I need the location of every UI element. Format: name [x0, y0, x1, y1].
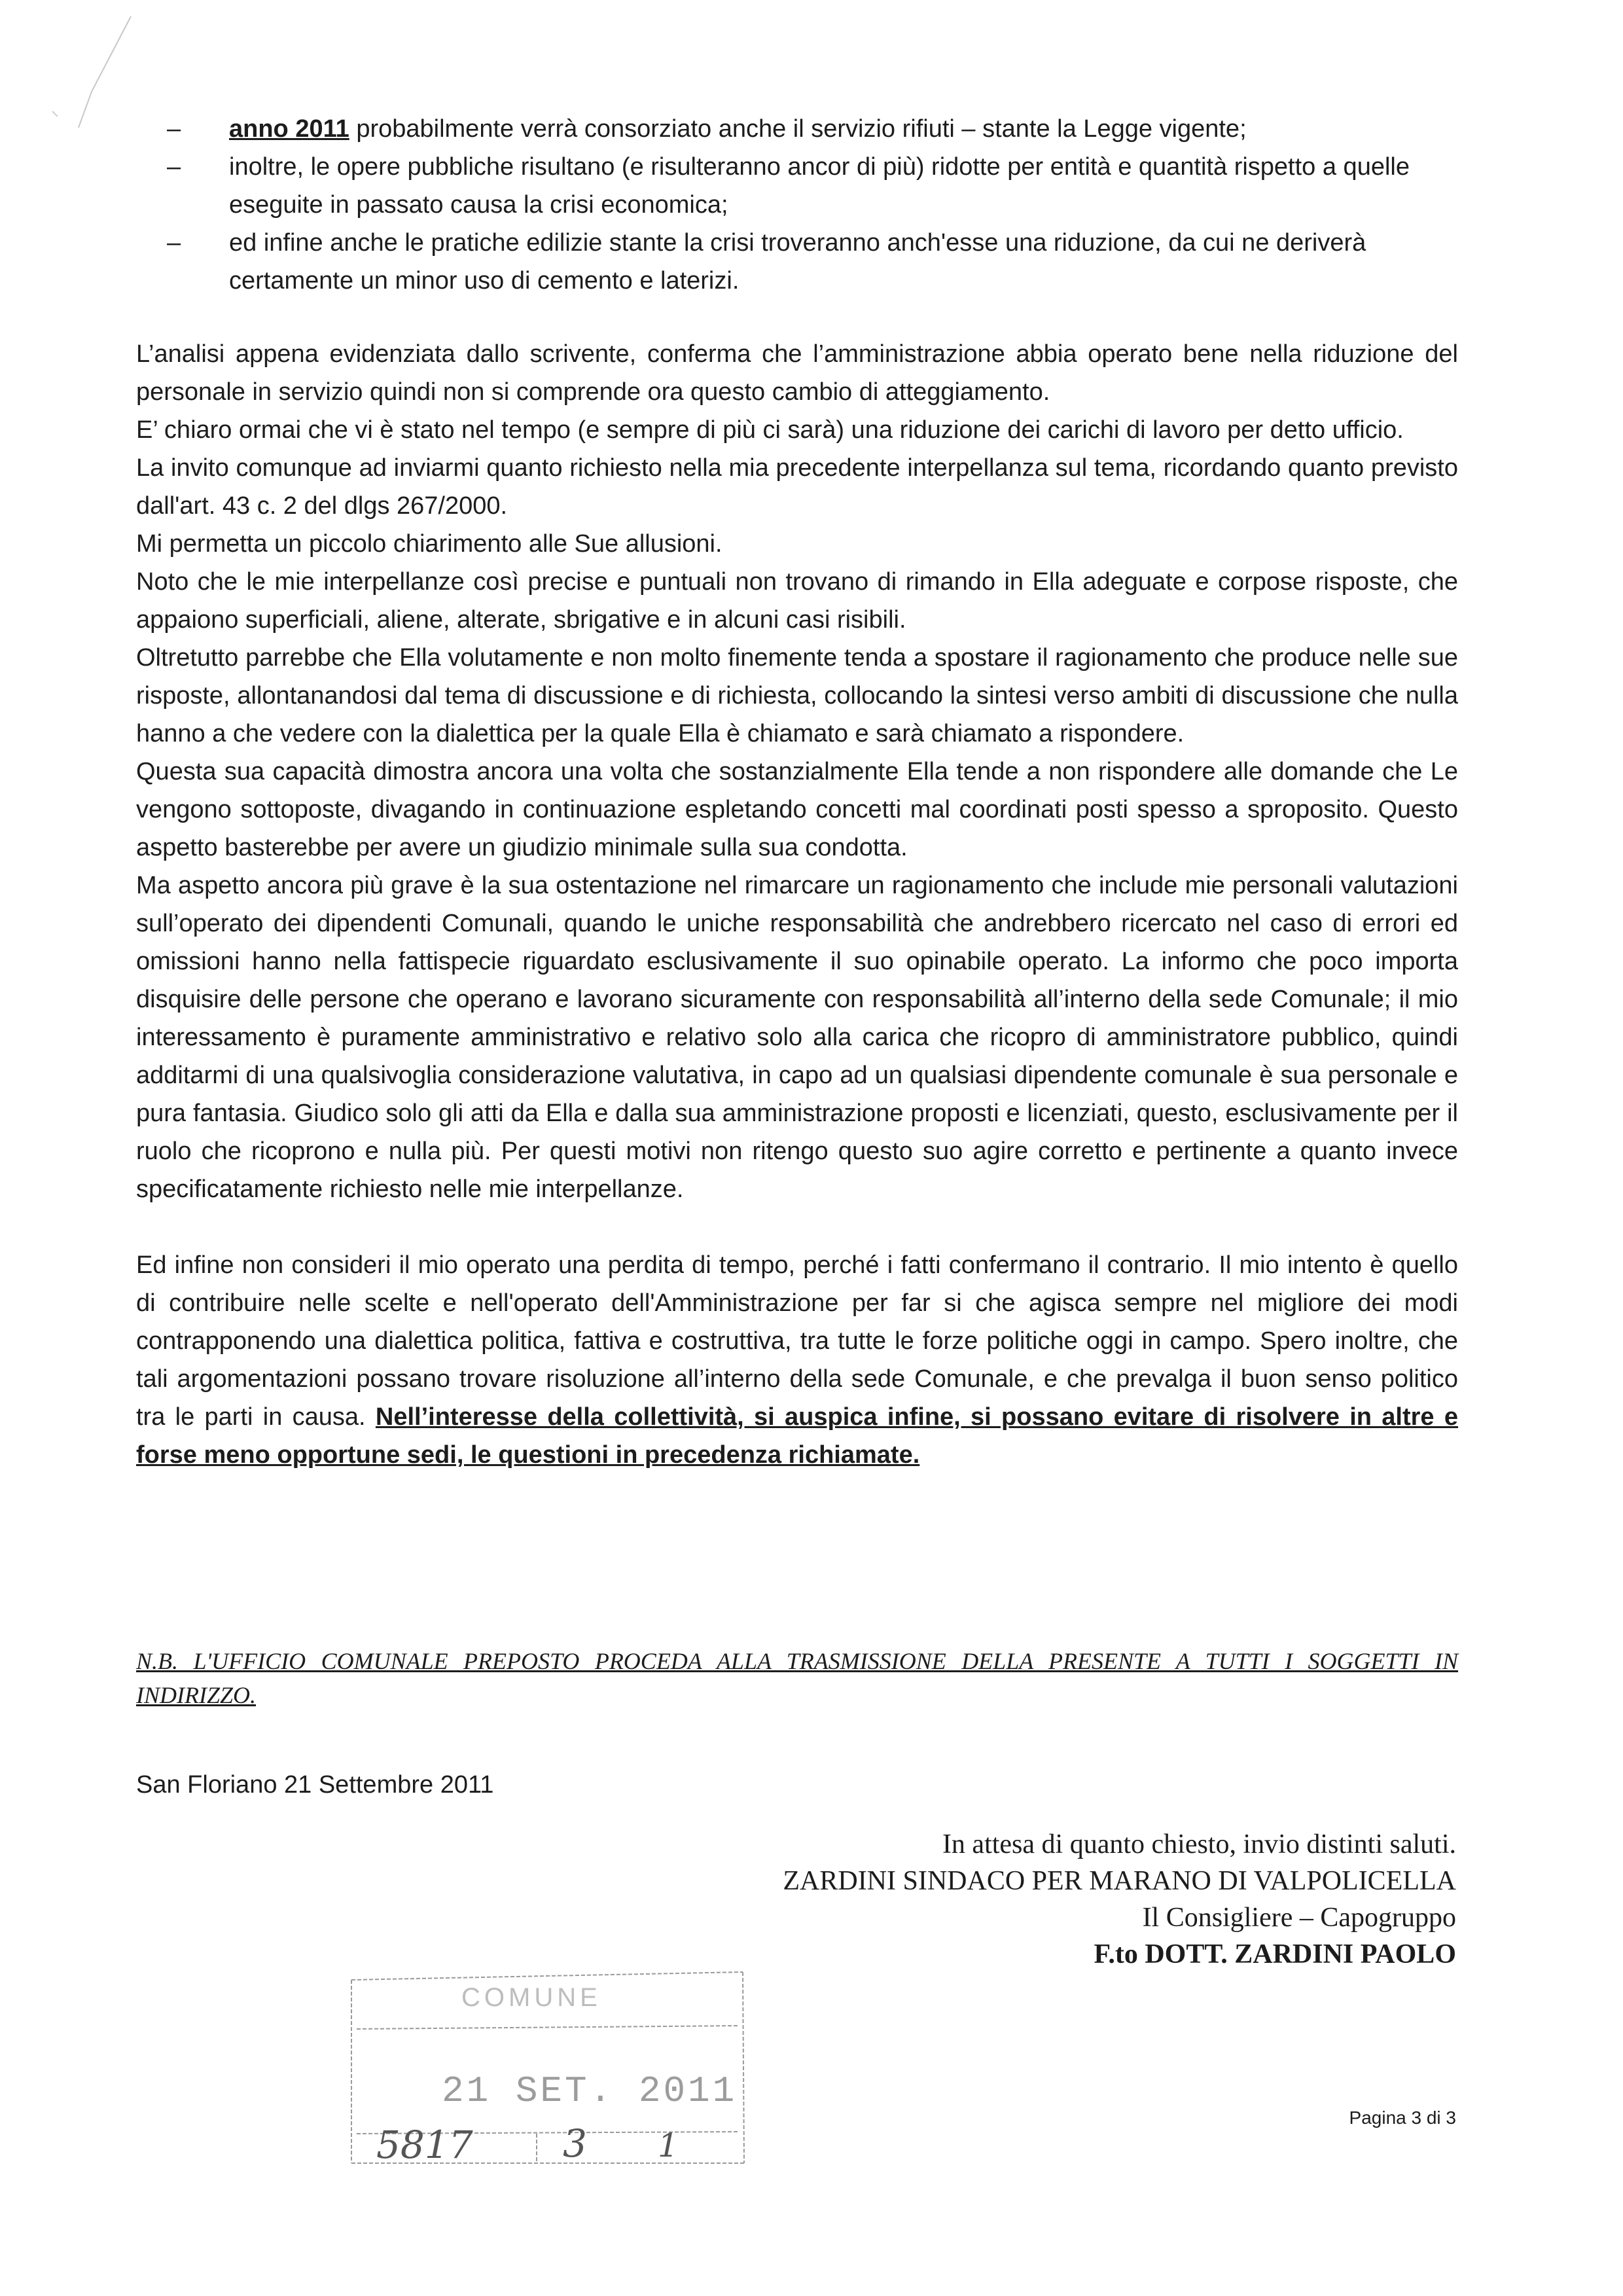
paragraph: Oltretutto parrebbe che Ella volutamente e non molto finemente tenda a spostare il ragionamento che produce nelle sue risposte, allontanandosi dal tema di discussione e di richiesta, collocando la sintesi verso ambiti di discussione che nulla hanno a che vedere con la dialettica per la quale Ella è chiamato e sarà chiamato a rispondere. [136, 644, 1458, 747]
paragraph: L’analisi appena evidenziata dallo scrivente, conferma che l’amministrazione abbia operato bene nella riduzione del personale in servizio quindi non si comprende ora questo cambio di atteggiamento. [136, 340, 1458, 406]
signature-role: Il Consigliere – Capogruppo [1142, 1903, 1456, 1933]
closing-paragraph [136, 1246, 1458, 1474]
bullet-text: ed infine anche le pratiche edilizie stante la crisi troveranno anch'esse una riduzione, da cui ne deriverà certamente un minor uso di cemento e laterizi. [229, 229, 1366, 295]
bullet-item [167, 224, 1463, 300]
stamp-category: 3 [563, 2121, 587, 2166]
page-number: Pagina 3 di 3 [1349, 2108, 1456, 2128]
stamp-class: 1 [658, 2126, 679, 2164]
paragraph: Ma aspetto ancora più grave è la sua ostentazione nel rimarcare un ragionamento che include mie personali valutazioni sull’operato dei dipendenti Comunali, quando le uniche responsabilità che andrebbero ricercato nel caso di errori ed omissioni hanno nella fattispecie riguardato esclusivamente il suo opinabile operato. La informo che poco importa disquisire delle persone che operano e lavorano sicuramente con responsabilità all’interno della sede Comunale; il mio interessamento è puramente amministrativo e relativo solo alla carica che ricopro di amministratore pubblico, quindi additarmi di una qualsivoglia considerazione valutativa, in capo ad un qualsiasi dipendente comunale è sua personale e pura fantasia. Giudico solo gli atti da Ella e dalla sua amministrazione proposti e licenziati, questo, esclusivamente per il ruolo che ricoprono e nulla più. Per questi motivi non ritengo questo suo agire corretto e pertinente a quanto invece specificatamente richiesto nelle mie interpellanze. [136, 872, 1458, 1203]
signature-group: ZARDINI SINDACO PER MARANO DI VALPOLICELLA [783, 1866, 1456, 1896]
closing-emphasis: Nell’interesse della collettività, si auspica infine, si possano evitare di risolvere in altre e forse meno opportune sedi, le questioni in precedenza richiamate. [136, 1403, 1459, 1469]
closing-text: Ed infine non consideri il mio operato una perdita di tempo, perché i fatti confermano il contrario. Il mio intento è quello di contribuire nelle scelte e nell'operato dell'Amministrazione per far si che agisca sempre nel migliore dei modi contrapponendo una dialettica politica, fattiva e costruttiva, tra tutte le forze politiche oggi in campo. Spero inoltre, che tali argomentazioni possano trovare risoluzione all’interno della sede Comunale, e che prevalga il buon senso politico tra le parti in causa. [136, 1251, 1458, 1431]
bullet-dash: – [167, 229, 181, 257]
bullet-dash: – [167, 153, 181, 181]
signature-greeting: In attesa di quanto chiesto, invio distinti saluti. [942, 1829, 1456, 1859]
paragraph: Noto che le mie interpellanze così precise e puntuali non trovano di rimando in Ella adeguate e corpose risposte, che appaiono superficiali, aliene, alterate, sbrigative e in alcuni casi risibili. [136, 568, 1458, 634]
paragraph: Mi permetta un piccolo chiarimento alle Sue allusioni. [136, 530, 722, 558]
bullet-item [167, 148, 1463, 224]
signature-block [783, 1826, 1456, 1973]
letter-body [136, 335, 1458, 1474]
bullet-dash: – [167, 115, 181, 143]
bullet-item [167, 110, 1463, 148]
bullet-lead-underlined: anno 2011 [229, 115, 349, 143]
place-date: San Floriano 21 Settembre 2011 [136, 1771, 494, 1799]
stamp-header: COMUNE [461, 1983, 601, 2012]
bullet-text: probabilmente verrà consorziato anche il servizio rifiuti – stante la Legge vigente; [349, 115, 1247, 143]
stamp-protocol-number: 5817 [376, 2123, 473, 2167]
bullet-text: inoltre, le opere pubbliche risultano (e risulteranno ancor di più) ridotte per entità e quantità rispetto a quelle eseguite in passato causa la crisi economica; [229, 153, 1410, 219]
paragraph: Questa sua capacità dimostra ancora una volta che sostanzialmente Ella tende a non rispondere alle domande che Le vengono sottoposte, divagando in continuazione espletando concetti mal coordinati posti spesso a sproposito. Questo aspetto basterebbe per avere un giudizio minimale sulla sua condotta. [136, 758, 1458, 861]
paragraph: La invito comunque ad inviarmi quanto richiesto nella mia precedente interpellanza sul tema, ricordando quanto previsto dall'art. 43 c. 2 del dlgs 267/2000. [136, 454, 1458, 520]
protocol-stamp [350, 1967, 749, 2170]
stamp-date: 21 SET. 2011 [442, 2070, 738, 2112]
paragraph: E’ chiaro ormai che vi è stato nel tempo (e sempre di più ci sarà) una riduzione dei carichi di lavoro per detto ufficio. [136, 416, 1404, 444]
signature-name: F.to DOTT. ZARDINI PAOLO [1094, 1939, 1456, 1969]
pencil-mark [39, 13, 137, 144]
bullet-list [167, 110, 1463, 300]
transmission-note: N.B. L'UFFICIO COMUNALE PREPOSTO PROCEDA ALLA TRASMISSIONE DELLA PRESENTE A TUTTI I SOGGETTI IN INDIRIZZO. [136, 1648, 1458, 1708]
